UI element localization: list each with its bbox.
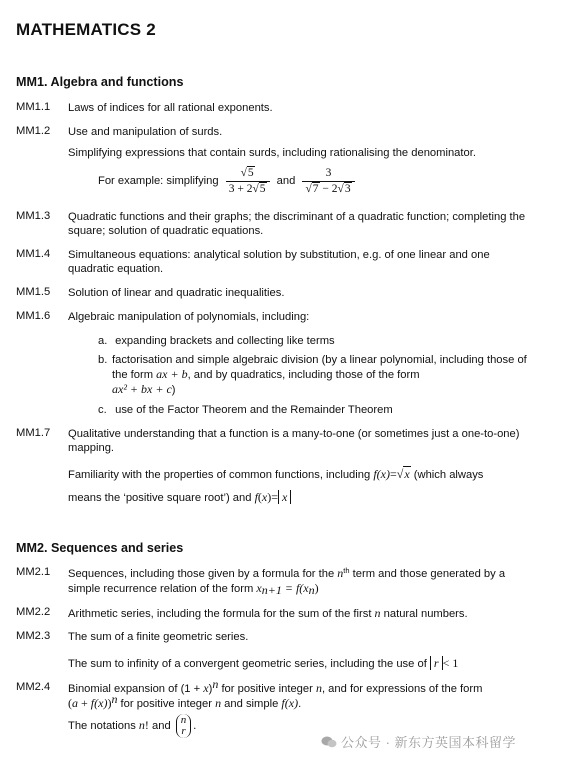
watermark-text: 公众号 · 新东方英国本科留学 <box>341 735 517 750</box>
item-detail: Familiarity with the properties of common functions, including f(x)=√x (which always means the ‘positive square root’) and f(x)= x <box>68 467 484 504</box>
item-code: MM1.7 <box>16 427 51 439</box>
item-text: Use and manipulation of surds. <box>68 126 223 138</box>
binomial-notation: n r <box>176 714 192 738</box>
item-code: MM1.6 <box>16 310 51 322</box>
item-code: MM2.4 <box>16 681 51 693</box>
item-text: Quadratic functions and their graphs; the discriminant of a quadratic function; completing the square; solution of quadratic equations. <box>68 211 526 237</box>
list-item: c. use of the Factor Theorem and the Remainder Theorem <box>98 404 393 416</box>
fraction-two: $\frac{3}{√7 - 2√3}$ <box>302 167 354 196</box>
section-heading-mm1: MM1. Algebra and functions <box>16 75 184 89</box>
item-code: MM2.1 <box>16 566 51 578</box>
wechat-icon <box>321 736 337 748</box>
item-code: MM2.3 <box>16 630 51 642</box>
and-word: and <box>276 175 296 187</box>
item-detail: The sum to infinity of a convergent geometric series, including the use of r < 1 <box>68 656 459 670</box>
item-code: MM1.2 <box>16 125 51 137</box>
item-text: The sum of a finite geometric series. <box>68 631 249 643</box>
watermark <box>321 732 516 751</box>
item-text: Algebraic manipulation of polynomials, including: <box>68 311 310 323</box>
item-detail: The notations n! and n r . <box>68 714 197 738</box>
example-prefix: For example: simplifying <box>98 175 219 187</box>
section-heading-mm2: MM2. Sequences and series <box>16 541 184 555</box>
item-code: MM1.4 <box>16 248 51 260</box>
page-title: MATHEMATICS 2 <box>16 20 156 39</box>
item-text: Sequences, including those given by a formula for the $n^{th}$ term and those generated by a simple recurrence relation of the form $x_{n+1} = f(x_n)$ <box>68 566 506 597</box>
item-text: Laws of indices for all rational exponents. <box>68 102 273 114</box>
item-code: MM1.5 <box>16 286 51 298</box>
item-text: Qualitative understanding that a function is a many-to-one (or sometimes just a one-to-one) mapping. <box>68 428 520 454</box>
item-text: Arithmetic series, including the formula for the sum of the first n natural numbers. <box>68 606 468 620</box>
item-code: MM1.1 <box>16 101 51 113</box>
item-detail: Simplifying expressions that contain surds, including rationalising the denominator. <box>68 147 476 159</box>
item-text: Solution of linear and quadratic inequalities. <box>68 287 285 299</box>
list-item: a. expanding brackets and collecting like terms <box>98 335 335 347</box>
item-text: Binomial expansion of $(1 + x)^n$ for positive integer n, and for expressions of the form $(a + f(x))^n$ for positive integer n and simple f(x). <box>68 677 483 710</box>
item-code: MM1.3 <box>16 210 51 222</box>
list-item: b. factorisation and simple algebraic division (by a linear polynomial, including those of the form ax + b, and by quadratics, including those of the form ax² + bx + c) <box>98 354 527 396</box>
item-code: MM2.2 <box>16 606 51 618</box>
surd-example <box>98 166 528 196</box>
fraction-one: $\frac{√5}{3 + 2√5}$ <box>226 167 270 196</box>
item-text: Simultaneous equations: analytical solution by substitution, e.g. of one linear and one quadratic equation. <box>68 249 490 275</box>
